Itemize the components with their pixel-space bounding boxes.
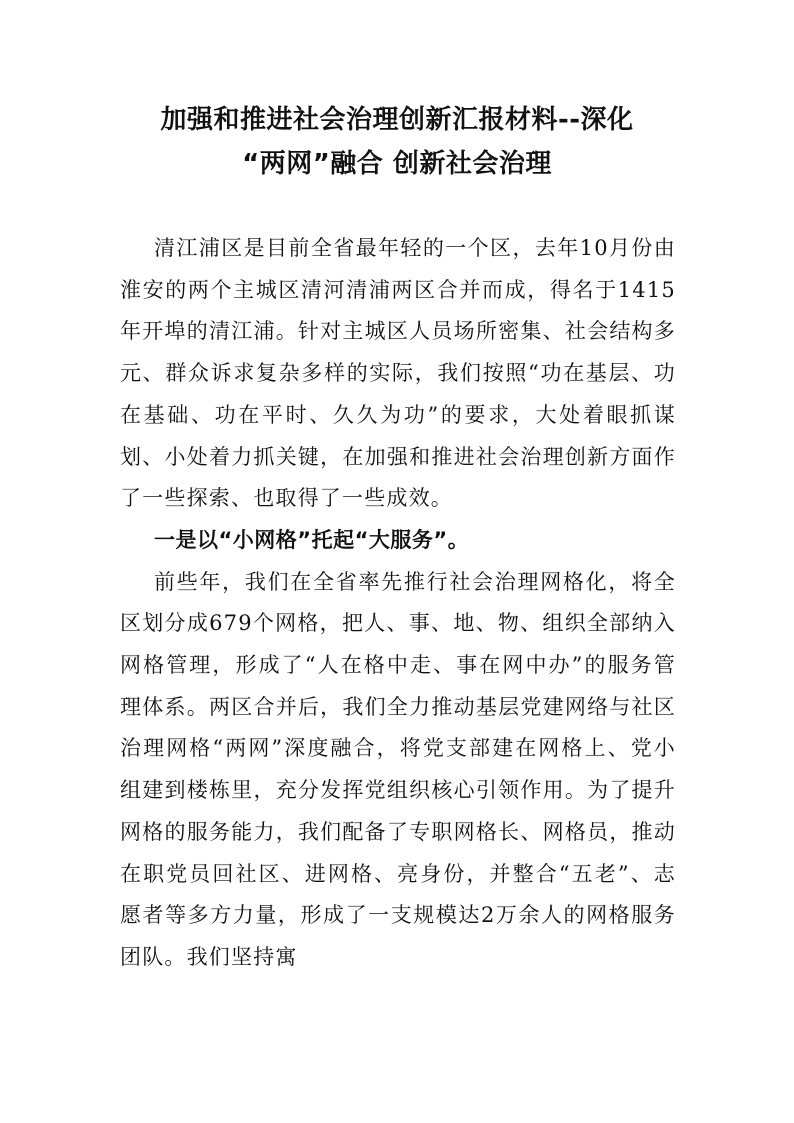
- intro-paragraph: 清江浦区是目前全省最年轻的一个区，去年10月份由淮安的两个主城区清河清浦两区合并而成，得名于1415年开埠的清江浦。针对主城区人员场所密集、社会结构多元、群众诉求复杂多样的实际，我们按照“功在基层、功在基础、功在平时、久久为功”的要求，大处着眼抓谋划、小处着力抓关键，在加强和推进社会治理创新方面作了一些探索、也取得了一些成效。: [120, 236, 676, 511]
- section-1-paragraph: 前些年，我们在全省率先推行社会治理网格化，将全区划分成679个网格，把人、事、地、物、组织全部纳入网格管理，形成了“人在格中走、事在网中办”的服务管理体系。两区合并后，我们全力推动基层党建网络与社区治理网格“两网”深度融合，将党支部建在网格上、党小组建到楼栋里，充分发挥党组织核心引领作用。为了提升网格的服务能力，我们配备了专职网格长、网格员，推动在职党员回社区、进网格、亮身份，并整合“五老”、志愿者等多方力量，形成了一支规模达2万余人的网格服务团队。我们坚持寓: [120, 569, 676, 969]
- document-body: [120, 228, 676, 979]
- document-title: [110, 98, 684, 186]
- section-heading-1: 一是以“小网格”托起“大服务”。: [154, 527, 470, 552]
- title-line-2: “两网”融合 创新社会治理: [242, 149, 552, 179]
- title-line-1: 加强和推进社会治理创新汇报材料--深化: [160, 105, 634, 135]
